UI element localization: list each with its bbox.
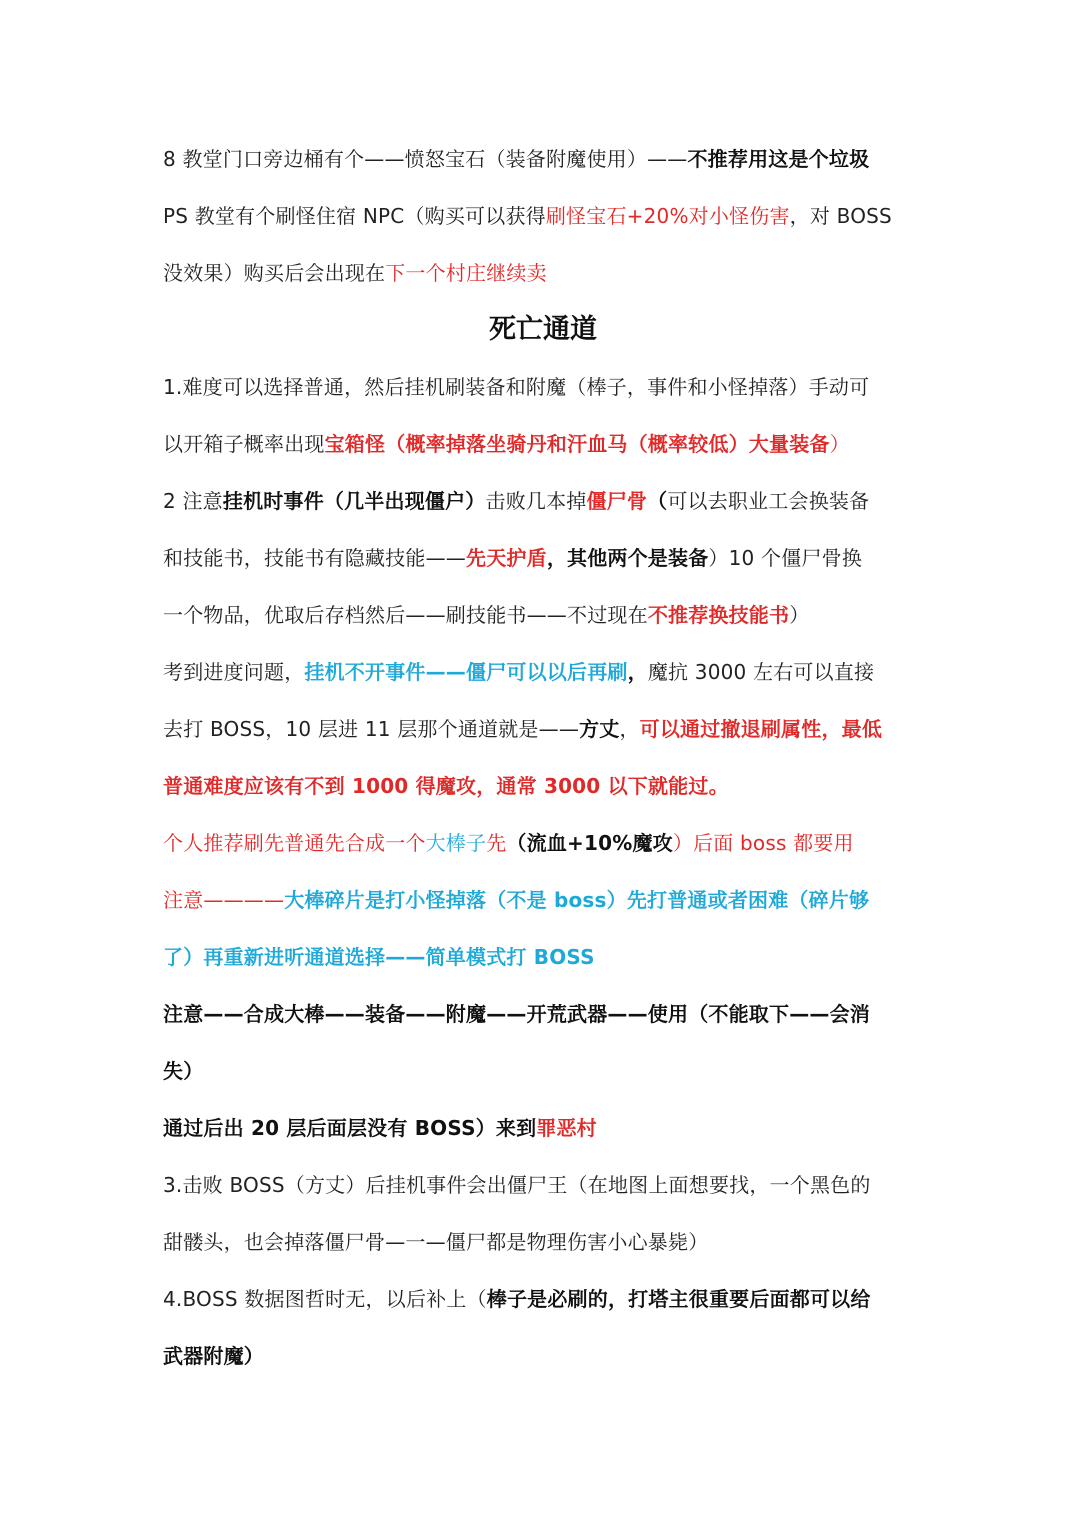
text-line xyxy=(163,1105,923,1162)
text-segment: 先天护盾 xyxy=(466,546,547,570)
text-line xyxy=(163,763,923,820)
text-segment: 魔抗 3000 左右可以直接 xyxy=(647,660,875,684)
text-line xyxy=(163,592,923,649)
text-segment: 1.难度可以选择普通，然后挂机刷装备和附魔（棒子，事件和小怪掉落）手动可 xyxy=(163,375,870,399)
text-segment: 刷怪宝石+20%对小怪伤害 xyxy=(545,204,790,228)
text-segment: 大棒碎片是打小怪掉落（不是 boss）先打普通或者困难（碎片够 xyxy=(284,888,870,912)
text-segment: ）10 个僵尸骨换 xyxy=(708,546,863,570)
text-segment: 方丈 xyxy=(579,717,620,741)
text-line xyxy=(163,1333,923,1390)
text-segment: ， xyxy=(627,660,648,684)
text-segment: 注意——合成大棒——装备——附魔——开荒武器——使用（不能取下——会消 xyxy=(163,1002,870,1026)
text-segment: ， xyxy=(619,717,640,741)
text-line xyxy=(163,706,923,763)
text-segment: 不推荐换技能书 xyxy=(647,603,790,627)
text-segment: 8 教堂门口旁边桶有个——愤怒宝石（装备附魔使用）—— xyxy=(163,147,688,171)
text-segment: 可以通过撤退刷属性，最低 xyxy=(639,717,883,741)
text-segment: 挂机时事件（几半出现僵户） xyxy=(222,489,486,513)
text-segment: 罪恶村 xyxy=(536,1116,597,1140)
text-segment: 没效果）购买后会出现在 xyxy=(163,261,386,285)
text-line xyxy=(163,991,923,1048)
text-line xyxy=(163,877,923,934)
text-segment: ，对 BOSS xyxy=(789,204,892,228)
text-line xyxy=(163,1048,923,1105)
text-segment: 以开箱子概率出现 xyxy=(163,432,325,456)
text-line xyxy=(163,136,923,193)
text-segment: 武器附魔） xyxy=(163,1344,264,1368)
text-segment: 棒子是必刷的，打塔主很重要后面都可以给 xyxy=(486,1287,871,1311)
text-line xyxy=(163,820,923,877)
text-segment: 通过后出 20 层后面层没有 BOSS）来到 xyxy=(163,1116,537,1140)
text-line xyxy=(163,478,923,535)
text-segment: 3.击败 BOSS（方丈）后挂机事件会出僵尸王（在地图上面想要找，一个黑色的 xyxy=(163,1173,871,1197)
text-segment: 挂机不开事件——僵尸可以以后再刷 xyxy=(304,660,628,684)
text-line xyxy=(163,535,923,592)
text-segment: （ xyxy=(647,489,668,513)
text-line xyxy=(163,421,923,478)
text-line xyxy=(163,934,923,991)
text-segment: 2 注意 xyxy=(163,489,223,513)
text-segment: ） xyxy=(789,603,810,627)
text-line xyxy=(163,1276,923,1333)
text-segment: 了）再重新进听通道选择——简单模式打 BOSS xyxy=(163,945,595,969)
text-segment: 可以去职业工会换装备 xyxy=(667,489,870,513)
text-segment: 注意———— xyxy=(163,888,285,912)
text-line xyxy=(163,1162,923,1219)
text-segment: 普通难度应该有不到 1000 得魔攻，通常 3000 以下就能过。 xyxy=(163,774,729,798)
text-segment: （流血+10%魔攻 xyxy=(506,831,673,855)
text-segment: 宝箱怪（概率掉落坐骑丹和汗血马（概率较低）大量装备 xyxy=(324,432,830,456)
text-segment: 去打 BOSS，10 层进 11 层那个通道就是—— xyxy=(163,717,580,741)
text-line xyxy=(163,193,923,250)
text-line xyxy=(163,250,923,307)
text-line xyxy=(163,1219,923,1276)
text-line xyxy=(163,364,923,421)
text-segment: ） xyxy=(829,432,850,456)
text-segment: ，其他两个是装备 xyxy=(546,546,709,570)
text-segment: 考到进度问题， xyxy=(163,660,305,684)
text-segment: 大棒子 xyxy=(425,831,487,855)
text-segment: 不推荐用这是个垃圾 xyxy=(687,147,870,171)
text-segment: 个人推荐刷先普通先合成一个 xyxy=(163,831,426,855)
text-segment: 一个物品，优取后存档然后——刷技能书——不过现在 xyxy=(163,603,648,627)
text-segment: 下一个村庄继续卖 xyxy=(385,261,547,285)
text-segment: 僵尸骨 xyxy=(586,489,648,513)
text-segment: ）后面 boss 都要用 xyxy=(672,831,854,855)
document-body xyxy=(163,136,923,1390)
text-segment: 先 xyxy=(486,831,507,855)
text-segment: 和技能书，技能书有隐藏技能—— xyxy=(163,546,466,570)
text-line xyxy=(163,649,923,706)
text-segment: PS 教堂有个刷怪住宿 NPC（购买可以获得 xyxy=(163,204,546,228)
text-segment: 4.BOSS 数据图哲时无，以后补上（ xyxy=(163,1287,487,1311)
text-segment: 失） xyxy=(163,1059,204,1083)
section-title: 死亡通道 xyxy=(489,314,597,345)
text-segment: 甜髅头，也会掉落僵尸骨—一—僵尸都是物理伤害小心暴毙） xyxy=(163,1230,709,1254)
text-segment: 击败几本掉 xyxy=(485,489,587,513)
